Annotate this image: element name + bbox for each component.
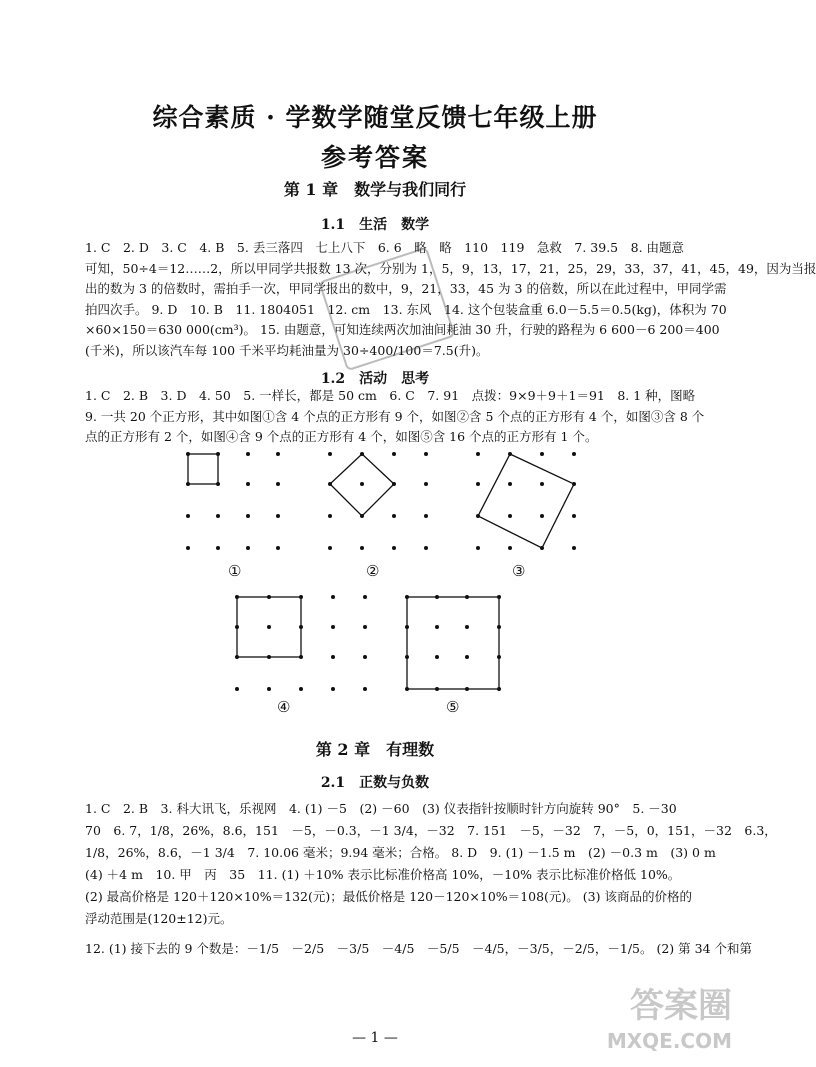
section-2-1-answers [85,798,777,960]
answer-line: 9. 一共 20 个正方形，其中如图①含 4 个点的正方形有 9 个，如图②含 5 个点的正方形有 4 个，如图③含 8 个 [85,408,705,424]
answer-line: 浮动范围是(120±12)元。 [85,911,233,926]
page-number: — 1 — [352,1030,398,1046]
figure-5-square [407,597,499,689]
figure-5-label: ⑤ [446,698,460,716]
page-title: 综合素质 · 学数学随堂反馈七年级上册 [152,103,598,132]
answer-line: 1. C 2. D 3. C 4. B 5. 丢三落四 七上八下 6. 6 略 略 110 119 急救 7. 39.5 8. 由题意 [85,240,685,255]
answer-line: 12. (1) 接下去的 9 个数是：－1/5 －2/5 －3/5 －4/5 －5/5 －4/5，－3/5，－2/5，－1/5。 (2) 第 34 个和第 [85,941,752,956]
page-subtitle: 参考答案 [320,143,429,172]
answer-line: 拍四次手。 9. D 10. B 11. 1804051 12. cm 13. 东风 14. 这个包装盒重 6.0－5.5＝0.5(kg)，体积为 70 [85,301,727,317]
answer-line: 1. C 2. B 3. D 4. 50 5. 一样长，都是 50 cm 6. C 7. 91 点拨：9×9＋9＋1＝91 8. 1 种，图略 [85,388,696,403]
section-1-2-answers [85,386,705,448]
answer-line: 可知，50÷4＝12……2，所以甲同学共报数 13 次，分别为 1，5，9，13，17，21，25，29，33，37，41，45，49，因为当报 [85,260,816,276]
chapter-2-heading: 第 2 章 有理数 [315,740,435,759]
figure-1-label: ① [228,562,242,580]
answer-line: (2) 最高价格是 120＋120×10%＝132(元)；最低价格是 120－120×10%＝108(元)。 (3) 该商品的价格的 [85,889,692,904]
figure-3-grid [476,452,576,550]
figure-2-label: ② [366,562,380,580]
answer-line: 点的正方形有 2 个，如图④含 9 个点的正方形有 4 个，如图⑤含 16 个点的正方形有 1 个。 [85,429,598,444]
section-1-2-heading: 1.2 活动 思考 [320,371,430,387]
answer-line: 1. C 2. B 3. 科大讯飞，乐视网 4. (1) －5 (2) －60 (3) 仪表指针按顺时针方向旋转 90° 5. －30 [85,801,677,816]
section-2-1-heading: 2.1 正数与负数 [320,775,430,791]
answer-line: (4) ＋4 m 10. 甲 丙 35 11. (1) ＋10% 表示比标准价格高 10%，－10% 表示比标准价格低 10%。 [85,867,681,882]
chapter-1-heading: 第 1 章 数学与我们同行 [283,180,467,199]
answer-line: ×60×150＝630 000(cm³)。 15. 由题意，可知连续两次加油间耗油 30 升，行驶的路程为 6 600－6 200＝400 [85,322,720,337]
answer-line: (千米)，所以该汽车每 100 千米平均耗油量为 30÷400/100＝7.5(升)。 [85,342,489,358]
answer-line: 出的数为 3 的倍数时，需拍手一次，甲同学报出的数中，9，21，33，45 为 3 的倍数，所以在此过程中，甲同学需 [85,281,727,296]
figure-4-label: ④ [277,698,291,716]
figure-3-square [478,454,574,548]
answer-line: 1/8，26%，8.6，－1 3/4 7. 10.06 毫米；9.94 毫米；合格。 8. D 9. (1) －1.5 m (2) －0.3 m (3) 0 m [85,845,716,860]
watermark-logo: 答案圈 [630,986,732,1026]
figure-1-grid [186,452,280,550]
answer-line: 70 6. 7，1/8，26%，8.6，151 －5，－0.3，－1 3/4，－32 7. 151 －5，－32 7，－5，0，151，－32 6.3， [85,823,777,838]
figure-5-grid [405,595,501,691]
figure-1-square [188,454,218,484]
figure-2-grid [328,452,428,550]
figure-3-label: ③ [512,562,526,580]
dot-grid-figures-row2 [225,585,525,710]
watermark-url: MXQE.COM [606,1029,732,1053]
section-1-1-heading: 1.1 生活 数学 [320,217,430,233]
